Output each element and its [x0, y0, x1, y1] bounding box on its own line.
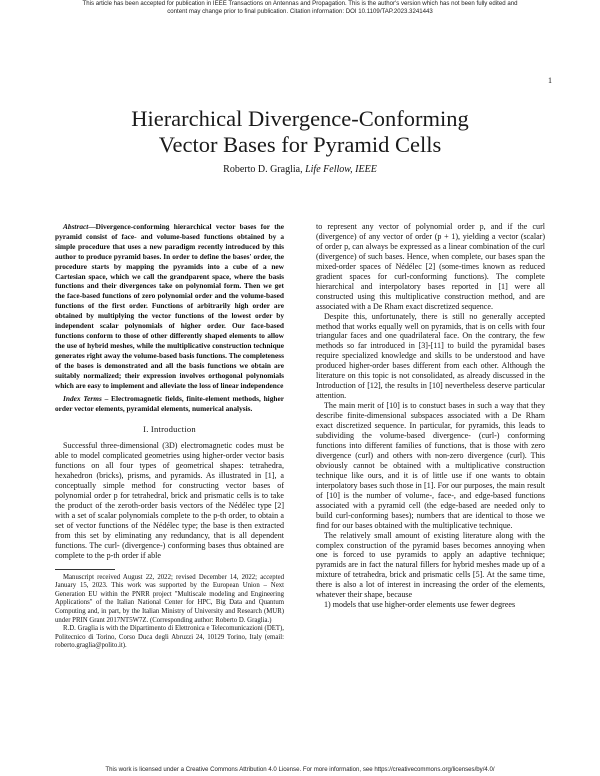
- body-paragraph: to represent any vector of polynomial order p, and if the curl (divergence) of any vector of order (p + 1), yielding a vector (scalar) of order p, can always be expressed as a linear combination of the curl (divergence) of such bases. Hence, when complete, our bases span the mixed-order spaces of Nédélec [2] (some-times known as reduced gradient spaces for curl-conforming functions). The complete hierarchical and interpolatory bases reported in [1] were all constructed using this multiplicative construction method, and are associated with a De Rham exact discretized sequence.: [316, 222, 545, 311]
- intro-paragraph: Successful three-dimensional (3D) electromagnetic codes must be able to model complicated geometries using higher-order vector basis functions on all four types of geometrical shapes: tetrahedra, hexahedron (bricks), prisms, and pyramids. As illustrated in [1], a conceptually simple method for constructing vector bases of polynomial order p for tetrahedral, brick and prismatic cells is to take the product of the zeroth-order basis vectors of the Nédélec type [2] with a set of scalar polynomials complete to the p-th order, to obtain a set of vector functions of the Nédélec type; the base is then extracted from this set by eliminating any redundancy, that is all dependent functions. The curl- (divergence-) conforming bases thus obtained are complete to the p-th order if able: [55, 441, 284, 560]
- body-paragraph: The main merit of [10] is to constuct bases in such a way that they describe finite-dimensional subspaces associated with a De Rham exact discretized sequence. In particular, for pyramids, this leads to subdividing the volume-based divergence- (curl-) conforming functions into different families of functions, that is those with zero divergence (curl) and others with non-zero divergence (curl). This obviously cannot be obtained with a multiplicative construction technique like ours, and it is of little use if one wants to obtain interpolatory bases such those in [1]. For our purposes, the main result of [10] is the number of volume-, face-, and edge-based functions associated with a pyramid cell (the edge-based are needed only to build curl-conforming bases); numbers that are identical to those we find for our bases obtained with the multiplicative technique.: [316, 401, 545, 530]
- index-terms-lead: Index Terms: [63, 394, 102, 404]
- abstract-text: —Divergence-conforming hierarchical vector bases for the pyramid consist of face- and volume-based functions obtained by a simple procedure that uses a new paradigm recently introduced by this author to produce pyramid bases. In order to define the bases' order, the procedure starts by mapping the pyramids into a cube of a new Cartesian space, which we call the grandparent space, where the basis functions and their divergences take on polynomial form. Then we get the face-based functions of zero polynomial order and the volume-based functions of the first order. Functions of arbitrarily high order are obtained by multiplying the vector functions of the lowest order by independent scalar polynomials of higher order. Our face-based functions conform to those of other differently shaped elements to allow the use of hybrid meshes, while the multiplicative construction technique generates right away the volume-based basis functions. The completeness of the bases is demonstrated and all the basis functions we obtain are suitably normalized; their expression involves orthogonal polynomials which are easy to implement and alleviate the loss of linear independence: [55, 222, 284, 390]
- right-column: [316, 222, 545, 610]
- body-paragraph: Despite this, unfortunately, there is still no generally accepted method that works equally well on pyramids, that is on cells with four triangular faces and one quadrilateral face. On the contrary, the few methods so far introduced in [3]-[11] to build the pyramidal bases require specialized knowledge and skills to be understood and have produced higher-order bases different from each other. Although the literature on this topic is not consolidated, as already discussed in the Introduction of [12], the results in [10] nevertheless deserve particular attention.: [316, 311, 545, 401]
- index-terms-text: – Electromagnetic fields, finite-element methods, higher order vector elements, pyramidal elements, numerical analysis.: [55, 394, 284, 414]
- license-notice: This work is licensed under a Creative Commons Attribution 4.0 License. For more information, see https://creativecommons.org/licenses/by/4.0/: [105, 766, 495, 773]
- publication-notice-line: This article has been accepted for publication in IEEE Transactions on Antennas and Propagation. This is the author's version which has not been fully edited and: [82, 0, 518, 7]
- footnote-manuscript: Manuscript received August 22, 2022; revised December 14, 2022; accepted January 15, 2023. This work was supported by the European Union – Next Generation EU within the PNRR project "Multiscale modeling and Engineering Applications" of the Italian National Center for HPC, Big Data and Quantum Computing and, in part, by the Italian Ministry of University and Research (MUR) under PRIN Grant 2017NT5W7Z. (Corresponding author: Roberto D. Graglia.): [55, 573, 284, 624]
- author-line: [0, 164, 600, 175]
- publication-notice: [0, 0, 600, 17]
- abstract: [55, 222, 284, 390]
- footnote-affiliation: R.D. Graglia is with the Dipartimento di Elettronica e Telecomunicazioni (DET), Politecnico di Torino, Corso Duca degli Abruzzi 24, 10129 Torino, Italy (email: roberto.graglia@polito.it).: [55, 625, 284, 650]
- title-line: Hierarchical Divergence-Conforming: [131, 106, 469, 131]
- left-column: [55, 222, 284, 651]
- section-heading: I. Introduction: [143, 424, 196, 435]
- page-number: 1: [548, 76, 552, 85]
- abstract-lead: Abstract: [63, 222, 89, 231]
- title-line: Vector Bases for Pyramid Cells: [158, 132, 442, 157]
- list-item: 1) models that use higher-order elements use fewer degrees: [324, 600, 516, 610]
- index-terms: [55, 394, 284, 414]
- footnote-rule: [55, 569, 115, 570]
- body-paragraph: The relatively small amount of existing literature along with the complex construction of the pyramid bases becomes annoying when one is forced to use pyramids to apply an adaptive technique; pyramids are in fact the natural fillers for hybrid meshes made up of a mixture of tetrahedra, brick and prismatic cells [5]. At the same time, there is also a lot of interest in increasing the order of the elements, whatever their shape, because: [316, 530, 545, 600]
- footnotes: [55, 574, 284, 651]
- paper-title: [0, 106, 600, 158]
- author-grade: Life Fellow, IEEE: [305, 164, 377, 175]
- author-name: Roberto D. Graglia,: [223, 164, 306, 175]
- publication-notice-line: content may change prior to final publication. Citation information: DOI 10.1109/TAP.2023.3241443: [167, 8, 433, 16]
